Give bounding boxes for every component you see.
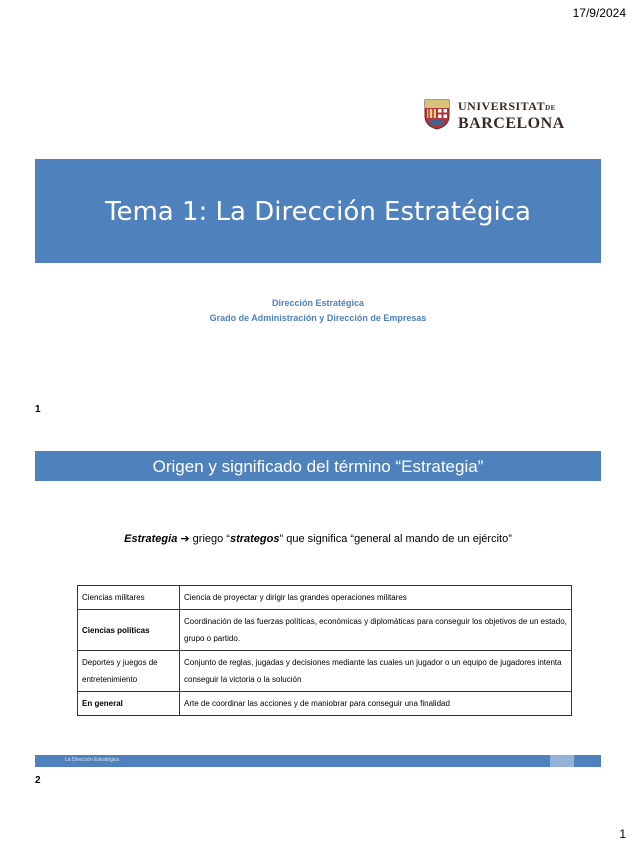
table-row [78,586,572,610]
university-wordmark: UNIVERSITATDE BARCELONA [458,99,565,132]
definition-term: Estrategia [124,533,178,545]
strategy-definition: Estrategia ➔ griego “strategos” que significa “general al mando de un ejército” [124,533,512,545]
print-date: 17/9/2024 [572,6,626,20]
university-logo [424,98,584,134]
document-page-number: 1 [619,827,626,841]
degree-name: Grado de Administración y Dirección de Empresas [209,313,427,323]
slide2-title-banner [35,451,601,481]
slide2-footer-bar [35,755,601,767]
row-meaning: Ciencia de proyectar y dirigir las grandes operaciones militares [180,586,572,610]
row-meaning: Coordinación de las fuerzas políticas, económicas y diplomáticas para conseguir los objetivos de un estado, grupo o partido. [180,610,572,651]
university-shield-icon [424,98,450,130]
slide1-subtitle [0,296,636,326]
course-name: Dirección Estratégica [271,298,365,308]
greek-word: strategos [229,533,280,545]
row-domain: Ciencias militares [78,586,180,610]
slide2-page-number: 2 [35,775,41,786]
arrow-icon: ➔ [180,533,190,545]
row-domain: Ciencias políticas [78,610,180,651]
row-meaning: Conjunto de reglas, jugadas y decisiones mediante las cuales un jugador o un equipo de jugadores intenta conseguir la victoria o la solución [180,651,572,692]
strategy-meanings-table [77,585,572,716]
slide1-page-number: 1 [35,404,41,415]
slide2-title: Origen y significado del término “Estrategia” [152,457,484,476]
footer-accent-block [550,755,574,767]
table-row [78,610,572,651]
footer-label: La Dirección Estratégica [65,757,120,763]
row-domain: En general [78,692,180,716]
table-row [78,651,572,692]
row-meaning: Arte de coordinar las acciones y de maniobrar para conseguir una finalidad [180,692,572,716]
slide1-title-banner [35,159,601,263]
table-row [78,692,572,716]
row-domain: Deportes y juegos de entretenimiento [78,651,180,692]
slide1-title: Tema 1: La Dirección Estratégica [105,197,531,227]
